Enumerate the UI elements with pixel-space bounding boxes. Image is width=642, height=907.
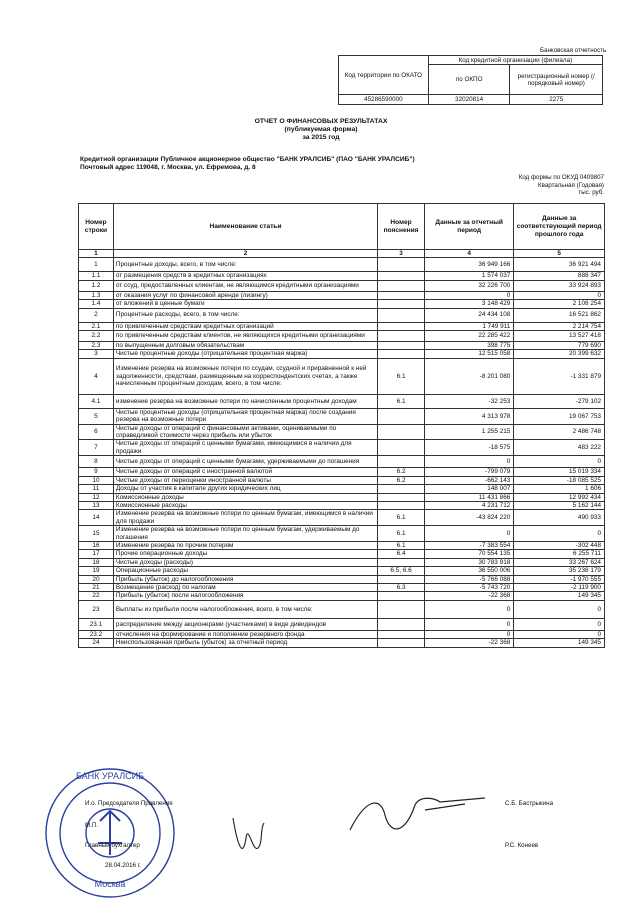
current-period-cell: 398 775 [425, 342, 514, 350]
note-cell: 6.1 [378, 526, 425, 542]
note-cell [378, 575, 425, 583]
previous-period-cell: -279 102 [514, 394, 605, 408]
previous-period-cell: 2 486 748 [514, 424, 605, 440]
previous-period-cell: 36 921 494 [514, 258, 605, 272]
previous-period-cell: 0 [514, 456, 605, 468]
note-cell [378, 424, 425, 440]
current-period-cell: 11 431 866 [425, 493, 514, 501]
note-cell [378, 331, 425, 342]
note-cell [378, 300, 425, 308]
table-row [79, 583, 605, 591]
current-period-cell: -662 143 [425, 476, 514, 484]
current-period-cell: 0 [425, 618, 514, 630]
current-period-cell: 0 [425, 456, 514, 468]
current-period-cell: -18 575 [425, 440, 514, 456]
previous-period-cell: -1 970 555 [514, 575, 605, 583]
previous-period-cell: 20 399 632 [514, 350, 605, 358]
reg-number-value: 2275 [510, 95, 603, 105]
current-period-cell: -32 253 [425, 394, 514, 408]
table-row [79, 342, 605, 350]
current-period-cell: 36 550 006 [425, 567, 514, 575]
note-cell: 6.2 [378, 468, 425, 476]
item-name-cell: Изменение резерва по прочим потерям [113, 541, 377, 549]
okud-code: Код формы по ОКУД 0409807 [518, 174, 604, 181]
row-number-cell: 24 [79, 639, 114, 647]
row-number-cell: 12 [79, 493, 114, 501]
table-row [79, 575, 605, 583]
item-name-cell: Процентные расходы, всего, в том числе: [113, 308, 377, 322]
row-number-cell: 9 [79, 468, 114, 476]
note-cell: 6.4 [378, 550, 425, 558]
previous-period-cell: 35 238 179 [514, 567, 605, 575]
row-number-cell: 5 [79, 408, 114, 424]
note-cell [378, 258, 425, 272]
row-number-cell: 2.1 [79, 322, 114, 330]
previous-period-cell: 1 606 [514, 485, 605, 493]
chair-name: С.Б. Бастрыкина [505, 800, 554, 807]
row-number-cell: 6 [79, 424, 114, 440]
current-period-cell: 3 148 429 [425, 300, 514, 308]
item-name-cell: распределение между акционерами (участниками) в виде дивидендов [113, 618, 377, 630]
row-number-cell: 2 [79, 308, 114, 322]
previous-period-cell: 33 924 893 [514, 280, 605, 291]
note-cell: 6.2 [378, 476, 425, 484]
form-info [519, 174, 604, 197]
table-row [79, 424, 605, 440]
item-name-cell: Изменение резерва на возможные потери по ссудам, ссудной и приравненной к ней задолженности, средствам, размещенным на корреспондентских счетах, а также начисленным процентным доходам, всего, в том числе: [113, 358, 377, 394]
previous-period-cell: 19 067 753 [514, 408, 605, 424]
current-period-cell: -22 368 [425, 592, 514, 600]
item-name-cell: изменение резерва на возможные потери по начисленным процентным доходам [113, 394, 377, 408]
row-number-cell: 13 [79, 501, 114, 509]
item-name-cell: по привлеченным средствам кредитных организаций [113, 322, 377, 330]
item-name-cell: Выплаты из прибыли после налогообложения, всего, в том числе: [113, 600, 377, 618]
row-number-cell: 3 [79, 350, 114, 358]
row-number-cell: 4.1 [79, 394, 114, 408]
table-row [79, 350, 605, 358]
table-row [79, 567, 605, 575]
table-row [79, 280, 605, 291]
previous-period-cell: 0 [514, 618, 605, 630]
previous-period-cell: 0 [514, 526, 605, 542]
col-number: 5 [514, 250, 605, 258]
note-cell [378, 408, 425, 424]
current-period-cell: -5 766 088 [425, 575, 514, 583]
table-row [79, 558, 605, 566]
col-number: 1 [79, 250, 114, 258]
previous-period-cell: 490 933 [514, 510, 605, 526]
row-number-cell: 22 [79, 592, 114, 600]
report-title [0, 118, 642, 143]
previous-period-cell: -1 331 879 [514, 358, 605, 394]
note-cell [378, 440, 425, 456]
item-name-cell: Операционные расходы [113, 567, 377, 575]
current-period-cell: 36 949 166 [425, 258, 514, 272]
current-period-cell: 0 [425, 600, 514, 618]
previous-period-cell: 888 347 [514, 272, 605, 280]
item-name-cell: от размещения средств в кредитных организациях [113, 272, 377, 280]
item-name-cell: Прибыль (убыток) до налогообложения [113, 575, 377, 583]
table-row [79, 291, 605, 299]
bank-reporting-label: Банковская отчетность [540, 47, 607, 54]
row-number-cell: 15 [79, 526, 114, 542]
row-number-cell: 23.2 [79, 630, 114, 638]
org-address: Почтовый адрес 119048, г. Москва, ул. Ефремова, д. 8 [80, 164, 256, 171]
reg-number-header: регистрационный номер (/порядковый номер) [510, 65, 603, 95]
mp-label: М.П. [85, 822, 99, 829]
table-row [79, 394, 605, 408]
row-number-cell: 14 [79, 510, 114, 526]
current-period-cell: 4 313 978 [425, 408, 514, 424]
signing-date: 28.04.2016 г. [105, 862, 141, 869]
item-name-cell: Чистые доходы от операций с ценными бумагами, имеющимися в наличии для продажи [113, 440, 377, 456]
note-cell: 6.5, 6.6 [378, 567, 425, 575]
row-number-cell: 2.3 [79, 342, 114, 350]
previous-period-cell: -2 119 900 [514, 583, 605, 591]
col-header-previous-period: Данные за соответствующий период прошлого года [514, 204, 605, 250]
item-name-cell: Изменение резерва на возможные потери по ценным бумагам, удерживаемым до погашения [113, 526, 377, 542]
table-row [79, 408, 605, 424]
col-number: 2 [113, 250, 377, 258]
note-cell: 6.1 [378, 358, 425, 394]
table-row [79, 550, 605, 558]
col-number: 3 [378, 250, 425, 258]
table-row [79, 600, 605, 618]
row-number-cell: 11 [79, 485, 114, 493]
note-cell [378, 485, 425, 493]
row-number-cell: 1 [79, 258, 114, 272]
note-cell [378, 291, 425, 299]
okpo-header: по ОКПО [428, 65, 510, 95]
col-header-note: Номер пояснения [378, 204, 425, 250]
previous-period-cell: 15 019 334 [514, 468, 605, 476]
previous-period-cell: 779 690 [514, 342, 605, 350]
row-number-cell: 1.2 [79, 280, 114, 291]
note-cell: 6.1 [378, 510, 425, 526]
note-cell [378, 280, 425, 291]
note-cell [378, 272, 425, 280]
table-row [79, 476, 605, 484]
col-header-current-period: Данные за отчетный период [425, 204, 514, 250]
table-row [79, 639, 605, 647]
row-number-cell: 23.1 [79, 618, 114, 630]
current-period-cell: 4 231 712 [425, 501, 514, 509]
current-period-cell: 32 226 700 [425, 280, 514, 291]
note-cell [378, 501, 425, 509]
current-period-cell: 1 574 037 [425, 272, 514, 280]
note-cell [378, 639, 425, 647]
current-period-cell: 0 [425, 630, 514, 638]
item-name-cell: Изменение резерва на возможные потери по ценным бумагам, имеющимся в наличии для продажи [113, 510, 377, 526]
table-row [79, 308, 605, 322]
row-number-cell: 4 [79, 358, 114, 394]
note-cell [378, 322, 425, 330]
previous-period-cell: 149 345 [514, 639, 605, 647]
accountant-label: Главный бухгалтер [85, 842, 140, 849]
previous-period-cell: 2 108 254 [514, 300, 605, 308]
previous-period-cell: 6 255 711 [514, 550, 605, 558]
note-cell [378, 618, 425, 630]
table-row [79, 501, 605, 509]
item-name-cell: Неиспользованная прибыль (убыток) за отчетный период [113, 639, 377, 647]
current-period-cell: -799 079 [425, 468, 514, 476]
org-code-group-header: Код кредитной организации (филиала) [428, 56, 602, 65]
previous-period-cell: 16 521 862 [514, 308, 605, 322]
accountant-name: Р.С. Конеев [505, 842, 539, 849]
table-row [79, 493, 605, 501]
item-name-cell: отчисления на формирование и пополнение резервного фонда [113, 630, 377, 638]
item-name-cell: Чистые процентные доходы (отрицательная процентная маржа) [113, 350, 377, 358]
current-period-cell: 12 515 058 [425, 350, 514, 358]
current-period-cell: -7 383 554 [425, 541, 514, 549]
current-period-cell: 70 554 135 [425, 550, 514, 558]
row-number-cell: 17 [79, 550, 114, 558]
table-row [79, 258, 605, 272]
table-row [79, 272, 605, 280]
row-number-cell: 1.3 [79, 291, 114, 299]
item-name-cell: от оказания услуг по финансовой аренде (лизингу) [113, 291, 377, 299]
table-row [79, 468, 605, 476]
bank-stamp [40, 763, 180, 903]
table-row [79, 485, 605, 493]
current-period-cell: 1 255 215 [425, 424, 514, 440]
previous-period-cell: 5 162 144 [514, 501, 605, 509]
current-period-cell: 24 434 108 [425, 308, 514, 322]
svg-text:БАНК УРАЛСИБ: БАНК УРАЛСИБ [75, 771, 145, 781]
item-name-cell: Прочие операционные доходы [113, 550, 377, 558]
note-cell [378, 308, 425, 322]
row-number-cell: 1.4 [79, 300, 114, 308]
chair-signature [345, 790, 495, 840]
org-name: Кредитной организации Публичное акционерное общество "БАНК УРАЛСИБ" (ПАО "БАНК УРАЛСИБ") [80, 156, 415, 163]
row-number-cell: 16 [79, 541, 114, 549]
current-period-cell: 30 783 918 [425, 558, 514, 566]
item-name-cell: Чистые доходы от переоценки иностранной валюты [113, 476, 377, 484]
note-cell [378, 456, 425, 468]
item-name-cell: Возмещение (расход) по налогам [113, 583, 377, 591]
note-cell [378, 600, 425, 618]
current-period-cell: -5 743 720 [425, 583, 514, 591]
row-number-cell: 23 [79, 600, 114, 618]
previous-period-cell: 12 992 434 [514, 493, 605, 501]
note-cell: 6.1 [378, 394, 425, 408]
previous-period-cell: 0 [514, 630, 605, 638]
title-line-3: за 2015 год [302, 134, 340, 142]
previous-period-cell: 0 [514, 600, 605, 618]
col-header-item-name: Наименование статьи [113, 204, 377, 250]
previous-period-cell: 13 527 418 [514, 331, 605, 342]
row-number-cell: 2.2 [79, 331, 114, 342]
item-name-cell: Доходы от участия в капитале других юридических лиц [113, 485, 377, 493]
row-number-cell: 1.1 [79, 272, 114, 280]
table-row [79, 592, 605, 600]
current-period-cell: 0 [425, 526, 514, 542]
item-name-cell: Процентные доходы, всего, в том числе: [113, 258, 377, 272]
item-name-cell: Чистые доходы (расходы) [113, 558, 377, 566]
okato-header: Код территории по ОКАТО [339, 56, 429, 95]
col-number: 4 [425, 250, 514, 258]
item-name-cell: Чистые доходы от операций с ценными бумагами, удерживаемыми до погашения [113, 456, 377, 468]
note-cell [378, 350, 425, 358]
previous-period-cell: -18 085 525 [514, 476, 605, 484]
current-period-cell: 0 [425, 291, 514, 299]
current-period-cell: -8 201 080 [425, 358, 514, 394]
item-name-cell: Чистые процентные доходы (отрицательная процентная маржа) после создания резерва на возможные потери [113, 408, 377, 424]
item-name-cell: по выпущенным долговым обязательствам [113, 342, 377, 350]
current-period-cell: 148 007 [425, 485, 514, 493]
table-row [79, 526, 605, 542]
table-row [79, 358, 605, 394]
note-cell [378, 342, 425, 350]
previous-period-cell: -302 448 [514, 541, 605, 549]
row-number-cell: 10 [79, 476, 114, 484]
period-type: Квартальная (Годовая) [538, 181, 604, 189]
current-period-cell: 1 749 911 [425, 322, 514, 330]
item-name-cell: Комиссионные расходы [113, 501, 377, 509]
note-cell [378, 592, 425, 600]
item-name-cell: от ссуд, предоставленных клиентам, не являющимся кредитными организациями [113, 280, 377, 291]
col-header-row-number: Номер строки [79, 204, 114, 250]
item-name-cell: Чистые доходы от операций с финансовыми активами, оцениваемыми по справедливой стоимости через прибыль или убыток [113, 424, 377, 440]
table-row [79, 541, 605, 549]
previous-period-cell: 0 [514, 291, 605, 299]
table-row [79, 322, 605, 330]
item-name-cell: Прибыль (убыток) после налогообложения [113, 592, 377, 600]
table-row [79, 440, 605, 456]
note-cell: 6.3 [378, 583, 425, 591]
financial-results-table [78, 203, 605, 648]
item-name-cell: Комиссионные доходы [113, 493, 377, 501]
chair-label: И.о. Председателя Правления [85, 800, 173, 807]
note-cell [378, 493, 425, 501]
table-row [79, 618, 605, 630]
current-period-cell: -43 824 220 [425, 510, 514, 526]
okato-value: 45286590000 [339, 95, 429, 105]
current-period-cell: -22 368 [425, 639, 514, 647]
row-number-cell: 8 [79, 456, 114, 468]
row-number-cell: 19 [79, 567, 114, 575]
row-number-cell: 7 [79, 440, 114, 456]
previous-period-cell: 149 345 [514, 592, 605, 600]
okpo-value: 32020814 [428, 95, 510, 105]
units: тыс. руб. [578, 189, 604, 196]
table-row [79, 510, 605, 526]
note-cell [378, 630, 425, 638]
previous-period-cell: 33 267 624 [514, 558, 605, 566]
svg-text:Москва: Москва [94, 879, 126, 889]
previous-period-cell: 483 222 [514, 440, 605, 456]
previous-period-cell: 2 214 754 [514, 322, 605, 330]
title-line-2: (публикуемая форма) [284, 126, 358, 134]
item-name-cell: по привлеченным средствам клиентов, не являющихся кредитными организациями [113, 331, 377, 342]
table-row [79, 630, 605, 638]
item-name-cell: Чистые доходы от операций с иностранной валютой [113, 468, 377, 476]
title-line-1: ОТЧЕТ О ФИНАНСОВЫХ РЕЗУЛЬТАТАХ [254, 118, 388, 125]
row-number-cell: 21 [79, 583, 114, 591]
note-cell: 6.1 [378, 541, 425, 549]
table-row [79, 331, 605, 342]
item-name-cell: от вложений в ценные бумаги [113, 300, 377, 308]
current-period-cell: 22 285 422 [425, 331, 514, 342]
accountant-signature [228, 808, 268, 863]
row-number-cell: 18 [79, 558, 114, 566]
codes-table [338, 55, 603, 105]
row-number-cell: 20 [79, 575, 114, 583]
table-row [79, 456, 605, 468]
note-cell [378, 558, 425, 566]
table-row [79, 300, 605, 308]
